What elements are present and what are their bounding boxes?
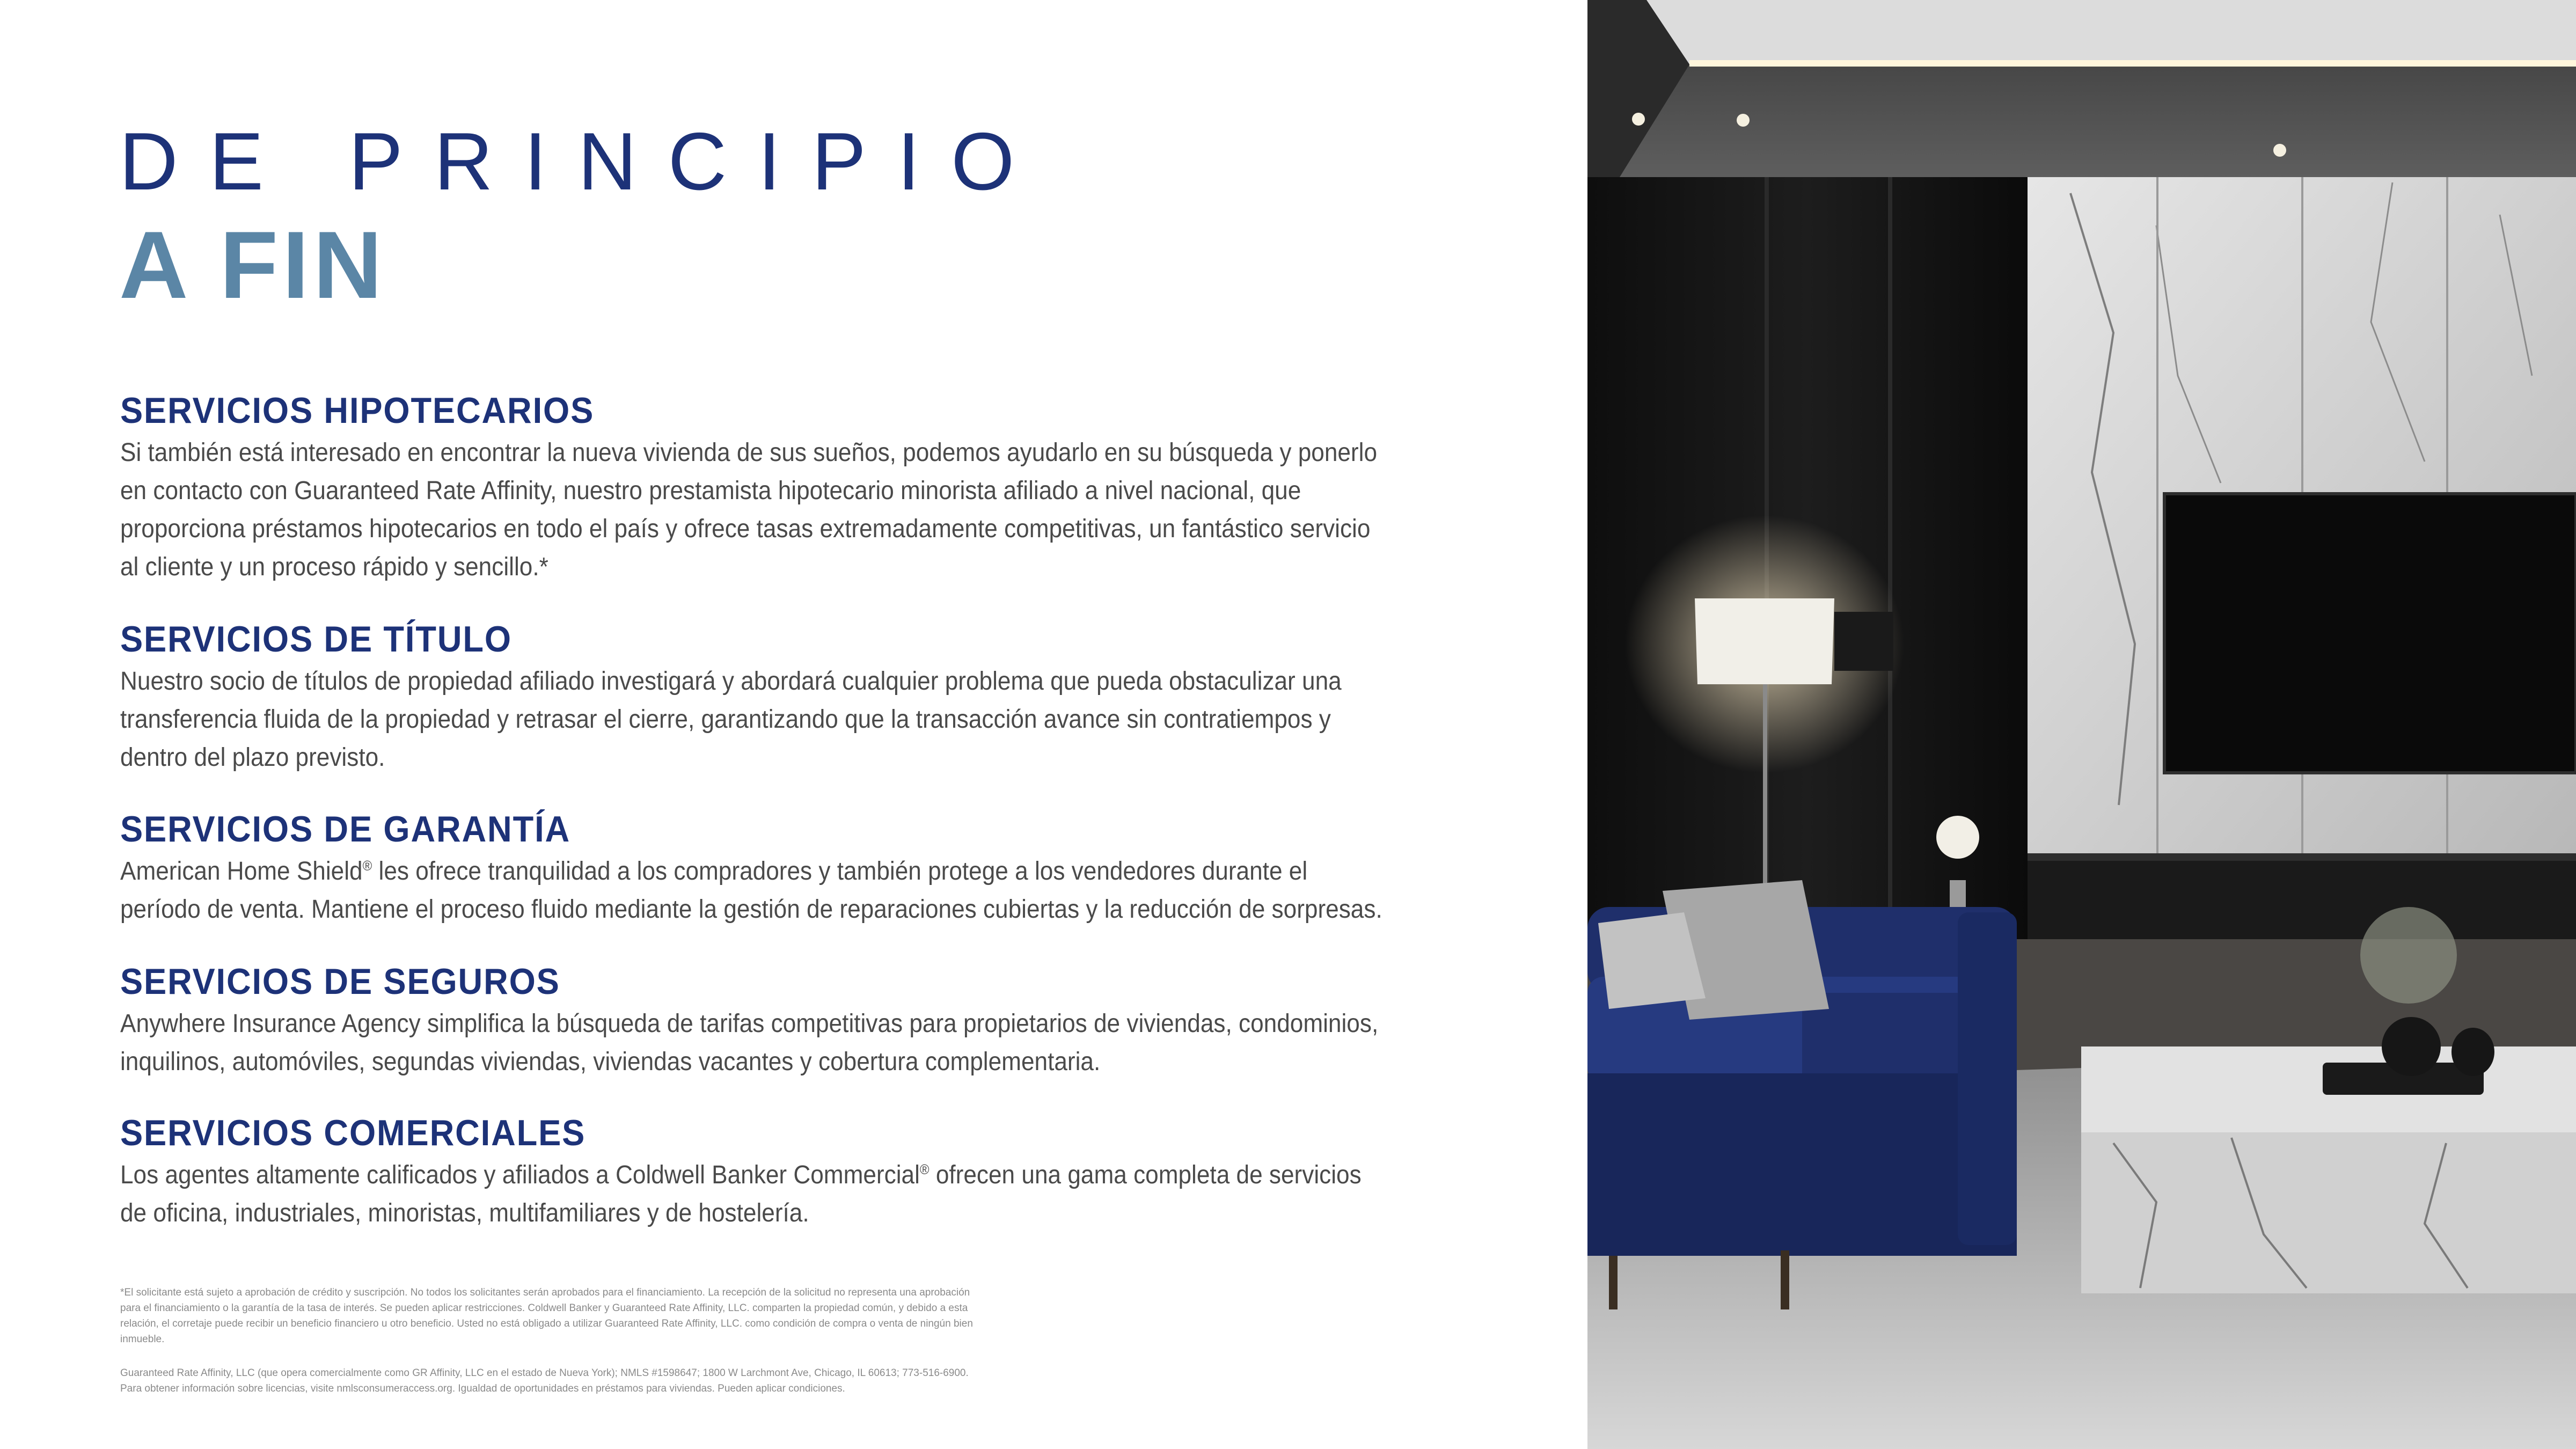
living-room-illustration <box>1587 0 2576 1449</box>
section-title: SERVICIOS DE SEGUROS <box>120 961 560 1002</box>
registered-mark: ® <box>919 1161 930 1177</box>
licensing-footnote: Guaranteed Rate Affinity, LLC (que opera comercialmente como GR Affinity, LLC en el estado de Nueva York); NMLS #1598647; 1800 W Larchmont Ave, Chicago, IL 60613; 773-516-6900. Para obtener información sobre licencias, visite nmlsconsumeraccess.org. Igualdad de oportunidades en préstamos para viviendas. Pueden aplicar condiciones. <box>120 1367 969 1394</box>
section-insurance <box>120 958 1419 1081</box>
heading-line-1: DE PRINCIPIO <box>119 116 1046 207</box>
heading-line-2: A FIN <box>119 211 387 318</box>
section-body: Si también está interesado en encontrar la nueva vivienda de sus sueños, podemos ayudarlo en su búsqueda y ponerlo en contacto con Guaranteed Rate Affinity, nuestro prestamista hipotecario minorista afiliado a nivel nacional, que proporciona préstamos hipotecarios en todo el país y ofrece tasas extremadamente competitivas, un fantástico servicio al cliente y un proceso rápido y sencillo.* <box>120 438 1378 581</box>
section-warranty <box>120 806 1419 928</box>
section-title-services <box>120 616 1419 777</box>
disclaimer-footnote: *El solicitante está sujeto a aprobación de crédito y suscripción. No todos los solicitantes serán aprobados para el financiamiento. La recepción de la solicitud no representa una aprobación para el financiamiento o la garantía de la tasa de interés. Se pueden aplicar restricciones. Coldwell Banker y Guaranteed Rate Affinity, LLC. comparten la propiedad común, y debido a esta relación, el corretaje puede recibir un beneficio financiero u otro beneficio. Usted no está obligado a utilizar Guaranteed Rate Affinity, LLC. como condición de compra o venta de ningún bien inmueble. <box>120 1287 973 1345</box>
living-room-photo <box>1587 0 2576 1449</box>
section-title: SERVICIOS HIPOTECARIOS <box>120 390 595 431</box>
section-body: Nuestro socio de títulos de propiedad afiliado investigará y abordará cualquier problema que pueda obstaculizar una transferencia fluida de la propiedad y retrasar el cierre, garantizando que la transacción avance sin contratiempos y dentro del plazo previsto. <box>120 667 1342 772</box>
section-body: Anywhere Insurance Agency simplifica la búsqueda de tarifas competitivas para propietarios de viviendas, condominios, inquilinos, automóviles, segundas viviendas, viviendas vacantes y cobertura complementaria. <box>120 1009 1379 1076</box>
section-title: SERVICIOS DE TÍTULO <box>120 619 512 660</box>
section-body: Los agentes altamente calificados y afiliados a Coldwell Banker Commercial® ofrecen una gama completa de servicios de oficina, industriales, minoristas, multifamiliares y de hostelería. <box>120 1161 1362 1227</box>
section-commercial <box>120 1110 1419 1232</box>
section-body: American Home Shield® les ofrece tranquilidad a los compradores y también protege a los vendedores durante el período de venta. Mantiene el proceso fluido mediante la gestión de reparaciones cubiertas y la reducción de sorpresas. <box>120 857 1382 924</box>
section-title: SERVICIOS COMERCIALES <box>120 1113 586 1153</box>
section-mortgage <box>120 387 1419 586</box>
section-title: SERVICIOS DE GARANTÍA <box>120 809 571 850</box>
registered-mark: ® <box>362 858 372 874</box>
